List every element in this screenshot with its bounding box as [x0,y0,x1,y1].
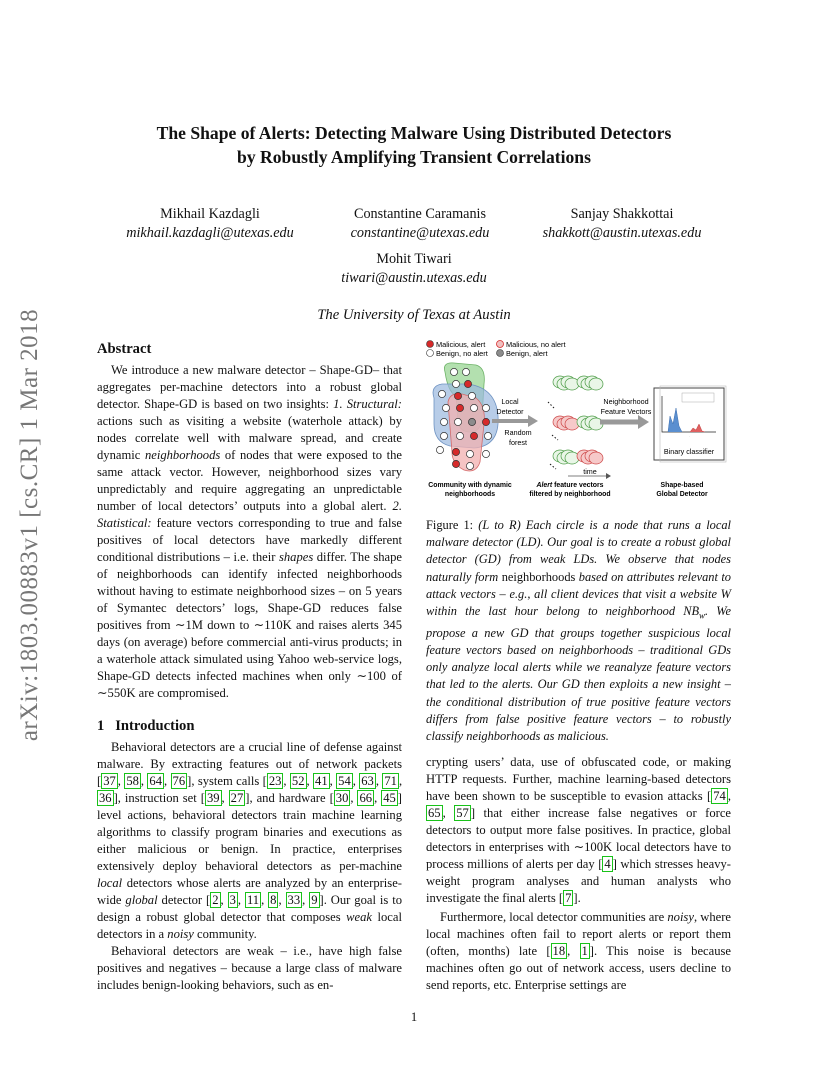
community-node [466,450,473,457]
legend-label: Benign, no alert [436,349,488,358]
citation-link[interactable]: 71 [384,774,397,788]
community-graph [433,363,498,471]
community-node [436,446,443,453]
author-block [304,250,524,288]
citation-link[interactable]: 66 [359,791,373,805]
alert-feature-vectors [553,376,603,464]
neighborhood-fv-label: Neighborhood [603,397,649,406]
citation-link[interactable]: 3 [229,893,236,907]
citation-link[interactable]: 4 [604,857,611,871]
community-node [462,368,469,375]
author-email: tiwari@austin.utexas.edu [341,270,487,286]
community-node [438,390,445,397]
community-node [482,450,489,457]
feature-vector-glyph [565,378,579,390]
feature-vector-glyph [565,418,579,430]
author-name: Constantine Caramanis [354,206,486,222]
community-node [440,432,447,439]
abstract-heading: Abstract [97,341,152,357]
random-forest-label: Random [504,428,532,437]
title-line-2: by Robustly Amplifying Transient Correlations [237,147,591,167]
author-block [512,205,732,243]
community-node [456,404,463,411]
citation-link[interactable]: 74 [713,789,726,803]
citation-link[interactable]: 39 [206,791,220,805]
label-alert-vectors: filtered by neighborhood [529,491,611,498]
community-node [454,392,461,399]
community-node [442,404,449,411]
citation-link[interactable]: 52 [291,774,305,788]
label-shape-gd: Global Detector [656,491,708,498]
citation-link[interactable]: 8 [270,893,277,907]
figure-1-caption: Figure 1: (L to R) Each circle is a node that runs a local malware detector (LD). Our goal is to create a robust global detector (GD) from weak LDs. We observe that nodes naturally form neighborhoods based on attributes relevant to attack vectors – e.g., all client devices that visit a website W within the last hour belong to neighborhood $NB_w$. We propose a new GD that groups together suspicious local feature vectors based on neighborhoods – traditional GDs only analyze local alerts while we reanalyze feature vectors that led to the alerts. Our GD then exploits a new insight – the conditional distribution of true positive feature vectors differs from false positive feature vectors – to robustly classify neighborhoods as malicious. [426,518,732,743]
neighborhood-fv-label: Feature Vectors [600,407,652,416]
figure-1 [420,336,736,504]
legend-label: Benign, alert [506,349,548,358]
citation-link[interactable]: 1 [581,944,588,958]
figure-legend [427,340,566,358]
histogram-ticks: · [689,434,690,438]
abstract-body: We introduce a new malware detector – Shape-GD– that aggregates per-machine detectors into a robust global detector. Shape-GD is based on two insights: 1. Structural: actions such as visiting a website (waterhole attack) by nodes correlate well with malware spread, and create dynamic neighborhoods of nodes that were exposed to the same attack vector. However, neighborhood sizes vary unpredictably and require aggregating an unpredictable number of local detectors’ outputs into a global alert. 2. Statistical: feature vectors corresponding to true and false positives of local detectors have markedly different conditional distributions – i.e. their shapes differ. The shape of neighborhoods can identify infected neighborhoods without having to estimate neighborhood sizes – on 5 years of Symantec detectors’ logs, Shape-GD reduces false positives from ∼1M down to ∼110K and raises alerts 345 days (on average) before commercial anti-virus products; in a waterhole attack simulated using Yahoo web-service logs, Shape-GD detects infected machines when only ∼100 of ∼550K are compromised. [97,363,403,700]
citation-link[interactable]: 64 [149,774,163,788]
author-block [100,205,320,243]
legend-benign-alert-marker [497,350,504,357]
paper-title [60,121,768,169]
arxiv-id: arXiv:1803.00883v1 [cs.CR] 1 Mar 2018 [16,308,43,742]
local-detector-label: Detector [496,407,524,416]
legend-malicious-alert-marker [427,341,434,348]
legend-benign-noalert-marker [427,350,434,357]
title-line-1: The Shape of Alerts: Detecting Malware Using Distributed Detectors [156,123,672,143]
community-node [452,448,459,455]
arrow-neighborhood-head [638,415,649,429]
citation-link[interactable]: 45 [383,791,396,805]
binary-classifier-label: Binary classifier [663,447,715,456]
label-shape-gd: Shape-based [660,482,704,489]
feature-vector-glyph [589,378,603,390]
author-email: mikhail.kazdagli@utexas.edu [126,225,294,241]
author-name: Mohit Tiwari [376,251,452,267]
local-detector-label: Local [501,397,519,406]
citation-link[interactable]: 54 [338,774,351,788]
page-number: 1 [410,1010,418,1024]
citation-group: 18 , 1 [552,944,588,958]
binary-classifier-box [654,386,726,462]
citation-link[interactable]: 57 [456,806,469,820]
community-node [468,418,475,425]
citation-link[interactable]: 9 [311,893,318,907]
arxiv-sidebar [10,290,50,760]
citation-link[interactable]: 41 [315,774,328,788]
section-heading-introduction: 1 Introduction [97,718,195,734]
citation-group: 2 , 3 , 11 , 8 , 33 , 9 [212,893,318,907]
right-column-body: crypting users’ data, use of obfuscated code, or making HTTP requests. Further, machine learning-based detectors have been shown to be susceptible to evasion attacks [ 74 , 65 , 57 ] that either increase false negatives or force detectors to output more false positives. In practice, global detectors in enterprises with ∼100K local detectors have to process millions of alerts per day [ 4 ] which stresses heavy-weight program analyses and human analysts who investigate the final alerts [ 7 ]. Furthermore, local detector communities are noisy, where local machines often fail to report alerts or report them (often, months) late [ 18 , 1 ]. This noise is because machines often go out of network access, users decline to send reports, etc. Enterprise settings are [426,755,732,992]
community-node [454,418,461,425]
community-node [456,432,463,439]
community-node [464,380,471,387]
community-node [452,380,459,387]
citation-group: 23 , 52 , 41 , 54 , 63 , 71 , 36 [99,774,403,805]
citation-link[interactable]: 36 [99,791,112,805]
citation-link[interactable]: 2 [212,893,219,907]
histogram-legend [682,393,714,402]
citation-group: 30 , 66 , 45 [335,791,396,805]
community-node [484,432,491,439]
author-name: Mikhail Kazdagli [160,206,260,222]
citation-group: 37 , 58 , 64 , 76 [103,774,186,788]
label-community: Community with dynamic [428,482,512,489]
citation-link[interactable]: 65 [428,806,441,820]
citation-link[interactable]: 63 [361,774,374,788]
author-email: shakkott@austin.utexas.edu [542,225,702,241]
legend-malicious-noalert-marker [497,341,504,348]
community-node [482,404,489,411]
citation-group [602,856,612,872]
citation-link[interactable]: 58 [126,774,139,788]
community-node [440,418,447,425]
community-node [468,392,475,399]
red-neighborhood [448,394,484,471]
community-node [450,368,457,375]
citation-link[interactable]: 37 [103,774,116,788]
label-community: neighborhoods [444,491,496,498]
label-alert-vectors: Alert feature vectors [536,482,604,489]
time-label: time [583,467,597,476]
citation-link[interactable]: 27 [230,791,244,805]
time-axis-head [606,473,611,479]
citation-group: 39 , 27 [206,791,244,805]
community-node [482,418,489,425]
citation-link[interactable]: 23 [268,774,282,788]
author-email: constantine@utexas.edu [350,225,490,241]
affiliation: The University of Texas at Austin [317,307,511,323]
citation-group [563,890,573,906]
community-node [470,404,477,411]
random-forest-label: forest [509,438,527,447]
community-node [466,462,473,469]
citation-link[interactable]: 30 [335,791,349,805]
feature-vector-glyph [565,452,579,464]
citation-group: 74 , 65 , 57 [428,789,731,820]
legend-label: Malicious, alert [436,340,486,349]
citation-link[interactable]: 33 [287,893,301,907]
introduction-body: Behavioral detectors are a crucial line of defense against malware. By extracting features out of network packets [ 37 , 58 , 64 , 76 ], system calls [ 23 , 52 , 41 , 54 , 63 , 71 , 36 ], instruction set [ 39 , 27 ], and hardware [ 30 , 66 , 45 ] level actions, behavioral detectors train machine learning algorithms to classify program binaries and executions as either malicious or benign. In practice, enterprises extensively deploy behavioral detectors as per-machine local detectors whose alerts are analyzed by an enterprise-wide global detector [ 2 , 3 , 11 , 8 , 33 , 9 ]. Our goal is to design a robust global detector that composes weak local detectors in a noisy community. Behavioral detectors are weak – i.e., have high false positives and negatives – because a large class of malware includes benign-looking behaviors, such as en- [97,740,403,992]
citation-link[interactable]: 11 [246,893,260,907]
author-name: Sanjay Shakkottai [570,206,674,222]
community-node [452,460,459,467]
arrow-local-detector-head [528,415,538,427]
citation-link[interactable]: 7 [565,891,572,905]
citation-link[interactable]: 18 [552,944,566,958]
citation-link[interactable]: 76 [172,774,186,788]
legend-label: Malicious, no alert [506,340,566,349]
community-node [470,432,477,439]
feature-vector-glyph [589,452,603,464]
author-block [310,205,530,243]
